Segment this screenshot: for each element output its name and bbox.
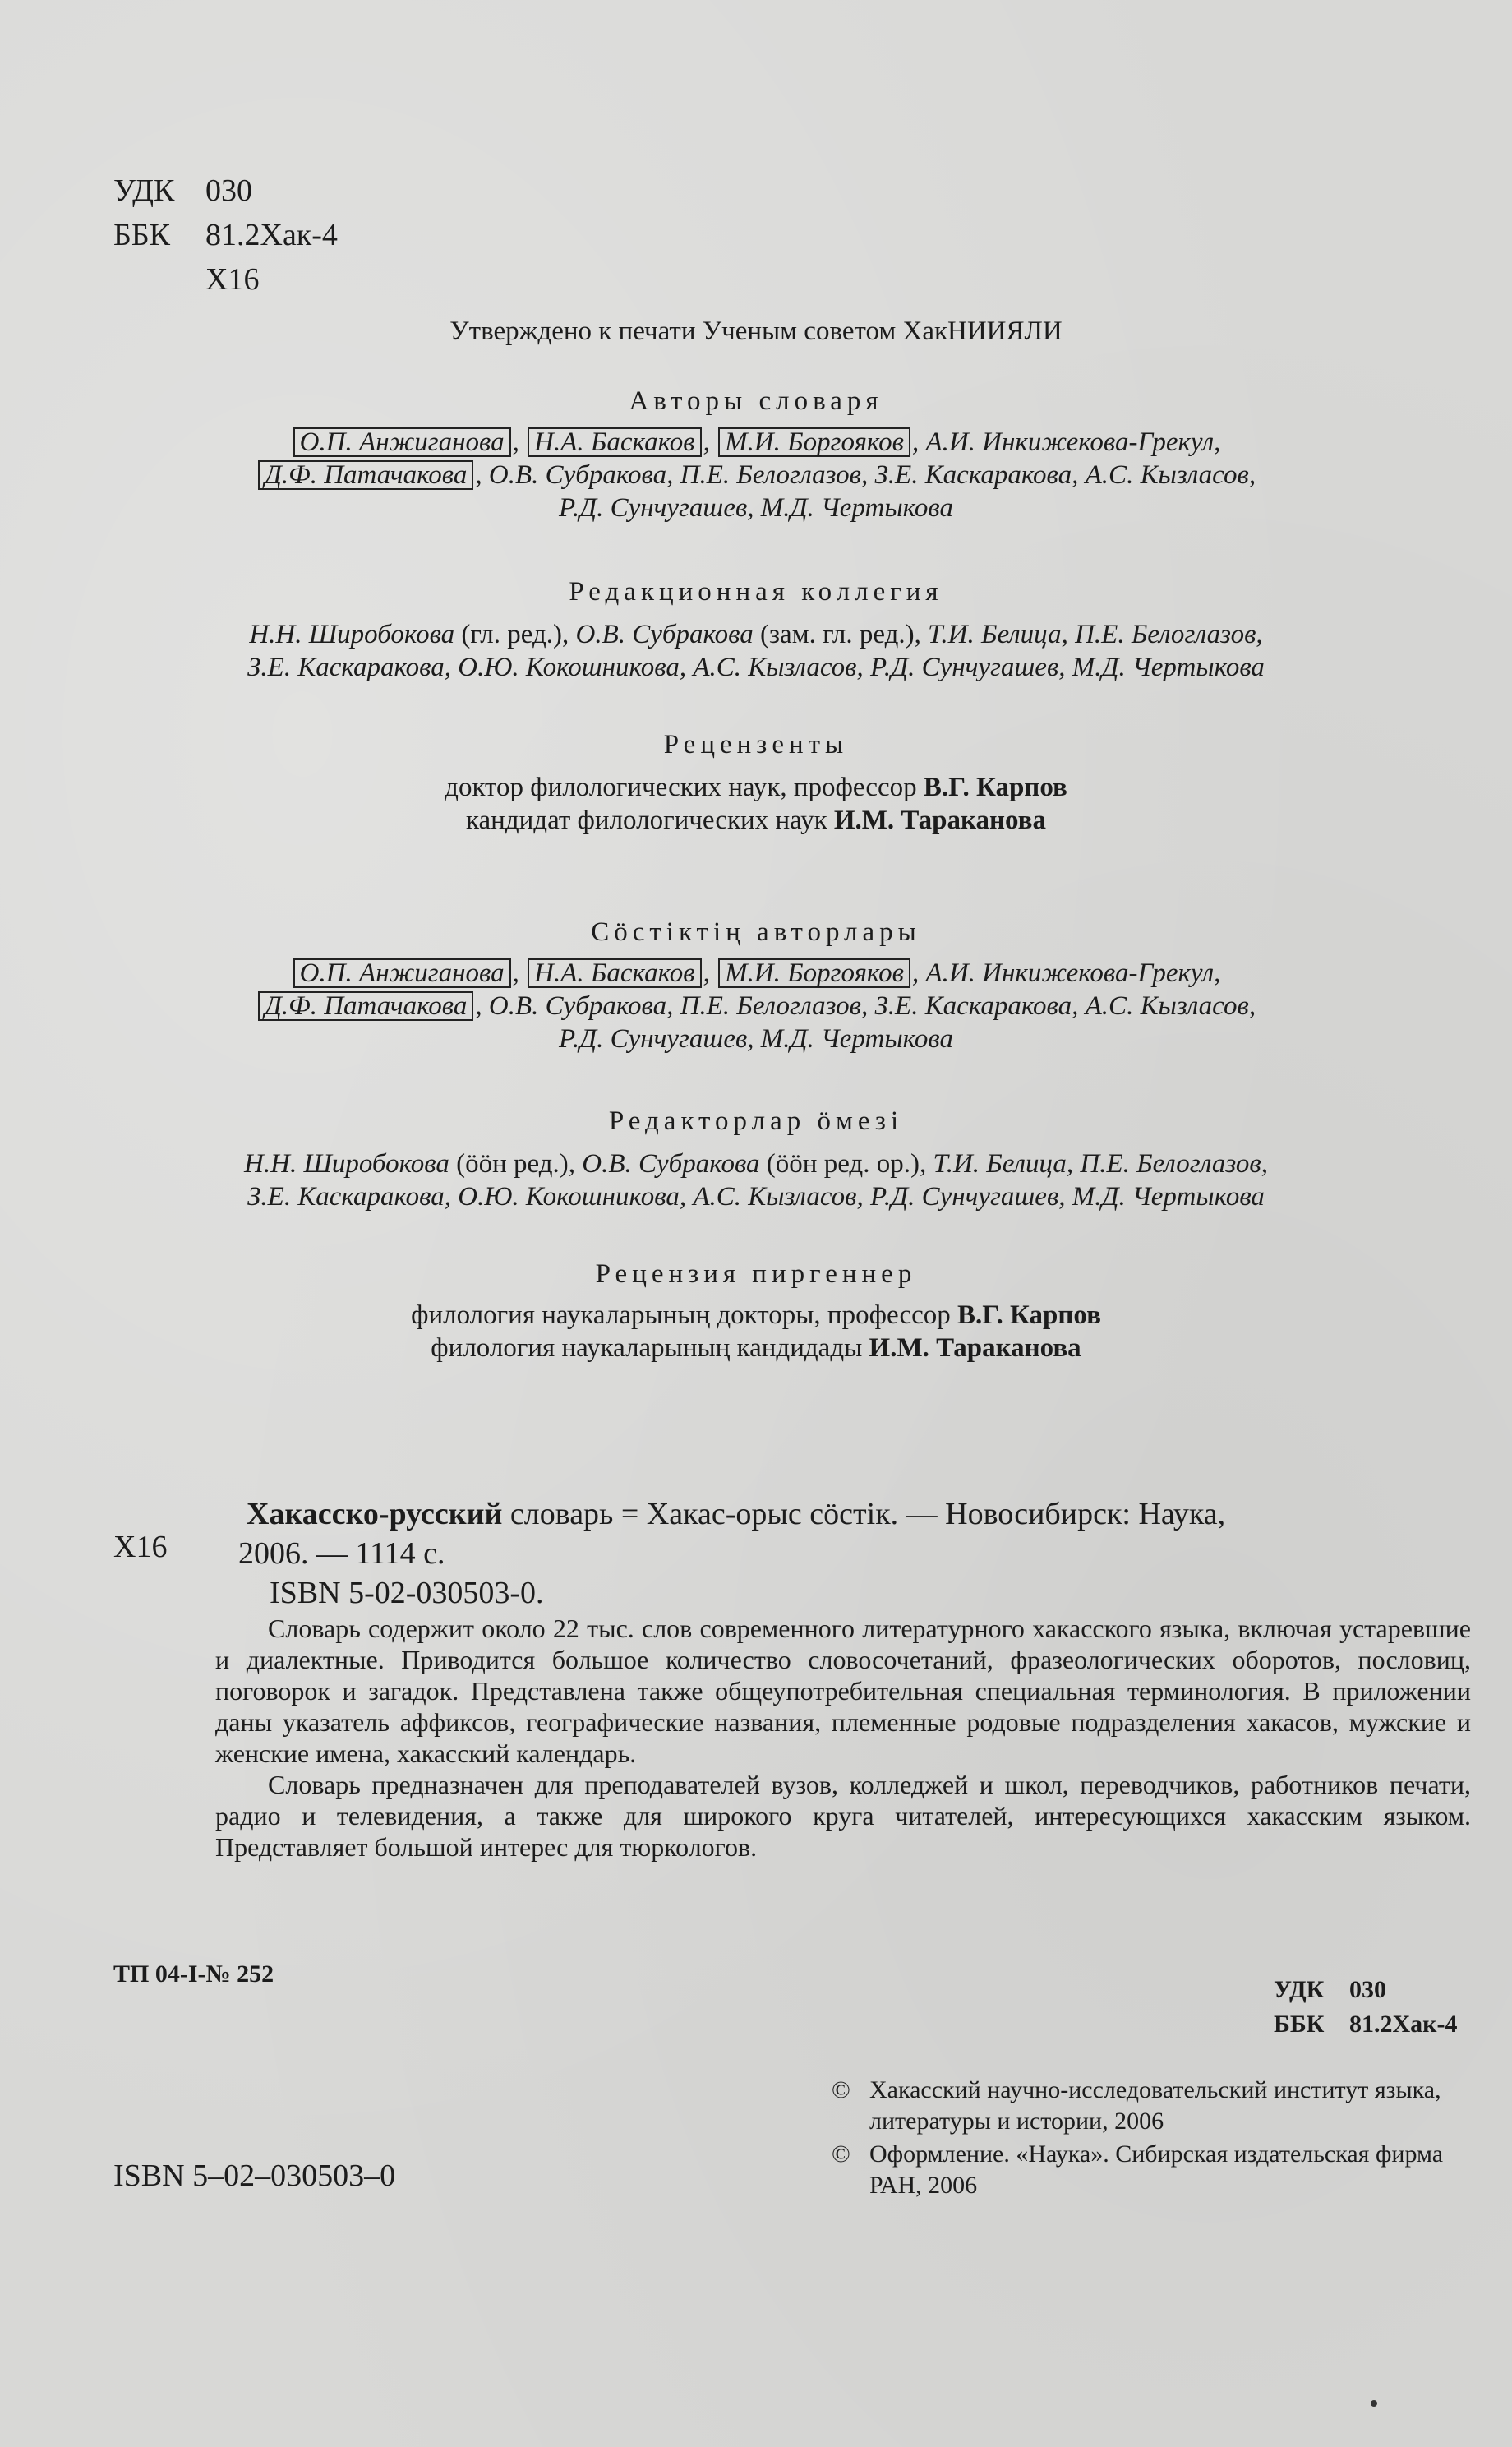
reviewers-ru-block xyxy=(0,771,1512,837)
board-deputy-role: (зам. гл. ред.), xyxy=(753,620,929,649)
board-deputy: О.В. Субракова xyxy=(575,620,754,649)
copyright-item xyxy=(832,2075,1481,2137)
boxed-author: О.П. Анжиганова xyxy=(293,958,511,988)
copyright-item xyxy=(832,2139,1481,2201)
bbk-label: ББК xyxy=(113,218,170,252)
authors-ru-line1-tail: А.И. Инкижекова-Грекул, xyxy=(925,427,1221,457)
copyright-symbol: © xyxy=(832,2076,850,2103)
isbn-bottom: ISBN 5–02–030503–0 xyxy=(113,2158,396,2193)
board-chief: Н.Н. Широбокова xyxy=(244,1149,449,1179)
board-members-line1: Т.И. Белица, П.Е. Белоглазов, xyxy=(933,1149,1268,1179)
reviewer-title: филология наукаларының кандидады xyxy=(431,1333,869,1363)
approval-line: Утверждено к печати Ученым советом ХакНИИЯЛИ xyxy=(449,316,1063,346)
bib-author-mark: Х16 xyxy=(113,1530,168,1564)
board-deputy-role: (ӧӧн ред. ор.), xyxy=(759,1149,933,1179)
board-chief-role: (гл. ред.), xyxy=(454,620,576,649)
board-ru-block xyxy=(0,618,1512,684)
classification-codes xyxy=(113,169,338,302)
copyright-symbol: © xyxy=(832,2140,850,2168)
authors-ru-block: О.П. Анжиганова , Н.А. Баскаков , М.И. Боргояков , А.И. Инкижекова-Грекул, Д.Ф. Патачакова , О.В. Субракова, П.Е. Белоглазов, З.Е. Каскаракова, А.С. Кызласов, Р.Д. Сунчугашев, М.Д. Чертыкова xyxy=(0,426,1512,524)
print-speck xyxy=(1371,2400,1377,2407)
author-mark: Х16 xyxy=(205,262,260,297)
boxed-author: Д.Ф. Патачакова xyxy=(258,991,473,1021)
reviewer-title: доктор филологических наук, профессор xyxy=(445,773,924,802)
boxed-author: Д.Ф. Патачакова xyxy=(258,460,473,490)
authors-ru-line2-tail: , О.В. Субракова, П.Е. Белоглазов, З.Е. Каскаракова, А.С. Кызласов, xyxy=(475,460,1256,490)
authors-kh-line2-tail: , О.В. Субракова, П.Е. Белоглазов, З.Е. Каскаракова, А.С. Кызласов, xyxy=(475,991,1256,1021)
bottom-classification-codes xyxy=(1274,1973,1457,2042)
reviewers-ru-heading: Рецензенты xyxy=(663,730,849,759)
board-ru-heading: Редакционная коллегия xyxy=(569,577,943,607)
authors-kh-line1-tail: А.И. Инкижекова-Грекул, xyxy=(925,958,1221,988)
udk-value: 030 xyxy=(205,173,252,208)
reviewer-name: В.Г. Карпов xyxy=(923,773,1067,802)
boxed-author: О.П. Анжиганова xyxy=(293,427,511,457)
bbk-bottom-value: 81.2Хак-4 xyxy=(1349,2011,1458,2038)
board-members-line1: Т.И. Белица, П.Е. Белоглазов, xyxy=(928,620,1263,649)
udk-bottom-label: УДК xyxy=(1274,1976,1325,2003)
authors-kh-block: О.П. Анжиганова , Н.А. Баскаков , М.И. Боргояков , А.И. Инкижекова-Грекул, Д.Ф. Патачакова , О.В. Субракова, П.Е. Белоглазов, З.Е. Каскаракова, А.С. Кызласов, Р.Д. Сунчугашев, М.Д. Чертыкова xyxy=(0,957,1512,1055)
authors-ru-heading: Авторы словаря xyxy=(629,386,883,416)
reviewer-name: И.М. Тараканова xyxy=(869,1333,1081,1363)
bib-line2: 2006. — 1114 с. xyxy=(238,1536,445,1571)
board-chief: Н.Н. Широбокова xyxy=(249,620,455,649)
authors-ru-line3: Р.Д. Сунчугашев, М.Д. Чертыкова xyxy=(559,493,953,523)
board-kh-block xyxy=(0,1147,1512,1213)
bib-isbn: ISBN 5-02-030503-0. xyxy=(270,1576,544,1610)
board-members-line2: З.Е. Каскаракова, О.Ю. Кокошникова, А.С. Кызласов, Р.Д. Сунчугашев, М.Д. Чертыкова xyxy=(247,1182,1265,1212)
copyright-text: Хакасский научно-исследовательский институт языка, литературы и истории, 2006 xyxy=(869,2076,1441,2135)
bibliographic-record xyxy=(238,1494,1471,1613)
reviewer-title: кандидат филологических наук xyxy=(466,806,834,835)
bbk-bottom-label: ББК xyxy=(1274,2011,1325,2038)
udk-label: УДК xyxy=(113,173,175,208)
authors-kh-line3: Р.Д. Сунчугашев, М.Д. Чертыкова xyxy=(559,1024,953,1054)
reviewer-title: филология наукаларының докторы, профессор xyxy=(411,1300,957,1330)
authors-kh-heading: Сӧстiктiң авторлары xyxy=(591,917,921,947)
bbk-value: 81.2Хак-4 xyxy=(205,218,338,252)
boxed-author: Н.А. Баскаков xyxy=(528,427,701,457)
boxed-author: Н.А. Баскаков xyxy=(528,958,701,988)
abstract-paragraph-1: Словарь содержит около 22 тыс. слов современного литературного хакасского языка, включая устаревшие и диалектные. Приводится большое количество словосочетаний, фразеологических оборотов, пословиц, поговорок и загадок. Представлена также общеупотребительная специальная терминология. В приложении даны указатель аффиксов, географические названия, племенные родовые подразделения хакасов, мужские и женские имена, хакасский календарь. xyxy=(215,1614,1471,1768)
reviewer-name: И.М. Тараканова xyxy=(833,806,1046,835)
bib-title-rest: словарь = Хакас-орыс сӧстiк. — Новосибирск: Наука, xyxy=(502,1497,1226,1531)
abstract xyxy=(215,1613,1471,1863)
board-chief-role: (ӧӧн ред.), xyxy=(449,1149,583,1179)
bib-title-bold: Хакасско-русский xyxy=(247,1497,503,1531)
copyright-text: Оформление. «Наука». Сибирская издательская фирма РАН, 2006 xyxy=(869,2140,1444,2199)
reviewers-kh-heading: Рецензия пиргеннер xyxy=(595,1259,917,1289)
tp-code: ТП 04-I-№ 252 xyxy=(113,1960,274,1988)
udk-bottom-value: 030 xyxy=(1349,1976,1386,2003)
board-kh-heading: Редакторлар ӧмезi xyxy=(608,1106,904,1136)
boxed-author: М.И. Боргояков xyxy=(718,427,910,457)
board-deputy: О.В. Субракова xyxy=(582,1149,760,1179)
reviewer-name: В.Г. Карпов xyxy=(957,1300,1101,1330)
reviewers-kh-block xyxy=(0,1299,1512,1364)
copyright-block xyxy=(832,2075,1481,2203)
board-members-line2: З.Е. Каскаракова, О.Ю. Кокошникова, А.С. Кызласов, Р.Д. Сунчугашев, М.Д. Чертыкова xyxy=(247,653,1265,682)
boxed-author: М.И. Боргояков xyxy=(718,958,910,988)
abstract-paragraph-2: Словарь предназначен для преподавателей вузов, колледжей и школ, переводчиков, работников печати, радио и телевидения, а также для широкого круга читателей, интересующихся хакасским языком. Представляет большой интерес для тюркологов. xyxy=(215,1770,1471,1862)
